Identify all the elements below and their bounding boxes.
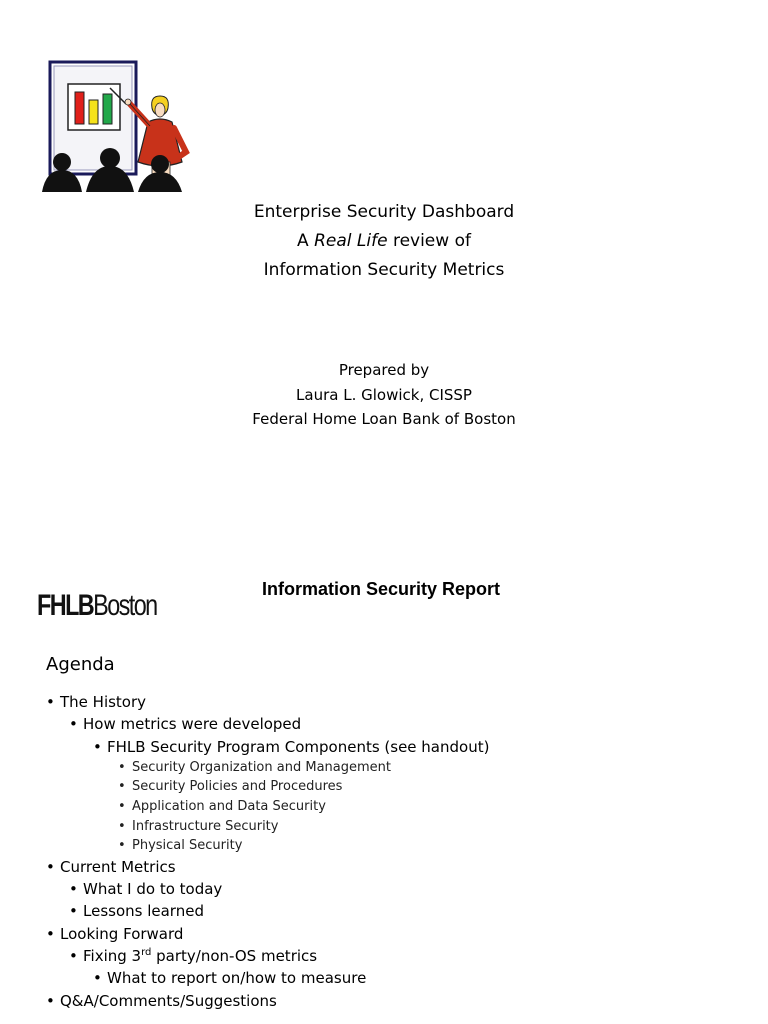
chart-bar-green	[103, 94, 112, 124]
title-line-2	[0, 227, 768, 256]
fhlb-boston-logo	[37, 588, 157, 624]
report-title: Information Security Report	[262, 579, 501, 599]
bullet-icon: •	[46, 991, 55, 1010]
agenda-item-text: Security Policies and Procedures	[132, 779, 343, 795]
title-line-2-suffix: review of	[387, 231, 471, 251]
agenda-heading: Agenda	[46, 654, 115, 675]
agenda-item	[46, 923, 489, 945]
logo-bold-part: FHLB	[37, 589, 94, 622]
presentation-clipart-icon	[40, 58, 196, 192]
agenda-item-text: Physical Security	[132, 838, 243, 854]
chart-bar-yellow	[89, 100, 98, 124]
agenda-item-text-sup: rd	[141, 947, 152, 959]
agenda-item	[46, 758, 489, 778]
bullet-icon: •	[118, 759, 126, 775]
agenda-item	[46, 967, 489, 989]
bullet-icon: •	[118, 818, 126, 834]
chart-bar-red	[75, 92, 84, 124]
agenda-item-text: Lessons learned	[83, 902, 204, 921]
agenda-item-text-pre: Fixing 3	[83, 947, 142, 966]
agenda-item-text: Current Metrics	[60, 857, 176, 876]
agenda-item-text-post: party/non-OS metrics	[151, 947, 318, 966]
agenda-item	[46, 945, 489, 967]
prepared-by-label: Prepared by	[338, 361, 430, 379]
agenda-item-text: Q&A/Comments/Suggestions	[60, 991, 277, 1010]
agenda-list	[46, 691, 489, 1012]
bullet-icon: •	[69, 902, 78, 921]
bullet-icon: •	[69, 880, 78, 899]
agenda-item	[46, 797, 489, 817]
agenda-item-text: What I do to today	[83, 880, 223, 899]
bullet-icon: •	[69, 947, 78, 966]
agenda-item-text: Looking Forward	[60, 924, 184, 943]
bullet-icon: •	[93, 737, 102, 756]
bullet-icon: •	[93, 969, 102, 988]
agenda-item-text: Application and Data Security	[132, 799, 326, 815]
agenda-item-text: Security Organization and Management	[132, 759, 391, 775]
agenda-item	[46, 777, 489, 797]
prepared-by-block	[0, 358, 768, 432]
bullet-icon: •	[118, 779, 126, 795]
title-line-1: Enterprise Security Dashboard	[253, 202, 515, 222]
agenda-item	[46, 856, 489, 878]
author-name: Laura L. Glowick, CISSP	[296, 385, 472, 404]
bullet-icon: •	[46, 857, 55, 876]
agenda-item	[46, 713, 489, 735]
bullet-icon: •	[46, 924, 55, 943]
agenda-item	[46, 691, 489, 713]
logo-regular-part: Boston	[93, 589, 157, 622]
agenda-item-text: FHLB Security Program Components (see handout)	[107, 737, 490, 756]
title-line-2-prefix: A	[297, 231, 315, 251]
bullet-icon: •	[118, 838, 126, 854]
deck-title	[0, 198, 768, 285]
bullet-icon: •	[46, 693, 55, 711]
agenda-item-text	[83, 947, 317, 965]
agenda-item	[46, 990, 489, 1012]
agenda-item-text: How metrics were developed	[83, 715, 302, 734]
agenda-item	[46, 878, 489, 900]
bullet-icon: •	[69, 715, 78, 734]
agenda-item-text: What to report on/how to measure	[107, 969, 367, 988]
agenda-item	[46, 817, 489, 837]
agenda-item	[46, 836, 489, 856]
agenda-item	[46, 900, 489, 922]
author-organization: Federal Home Loan Bank of Boston	[252, 410, 516, 428]
agenda-item-text: The History	[60, 693, 147, 711]
title-line-3: Information Security Metrics	[263, 260, 505, 280]
agenda-item	[46, 736, 489, 758]
title-line-2-emphasis: Real Life	[314, 231, 388, 251]
agenda-item-text: Infrastructure Security	[132, 818, 279, 834]
bullet-icon: •	[118, 799, 126, 815]
